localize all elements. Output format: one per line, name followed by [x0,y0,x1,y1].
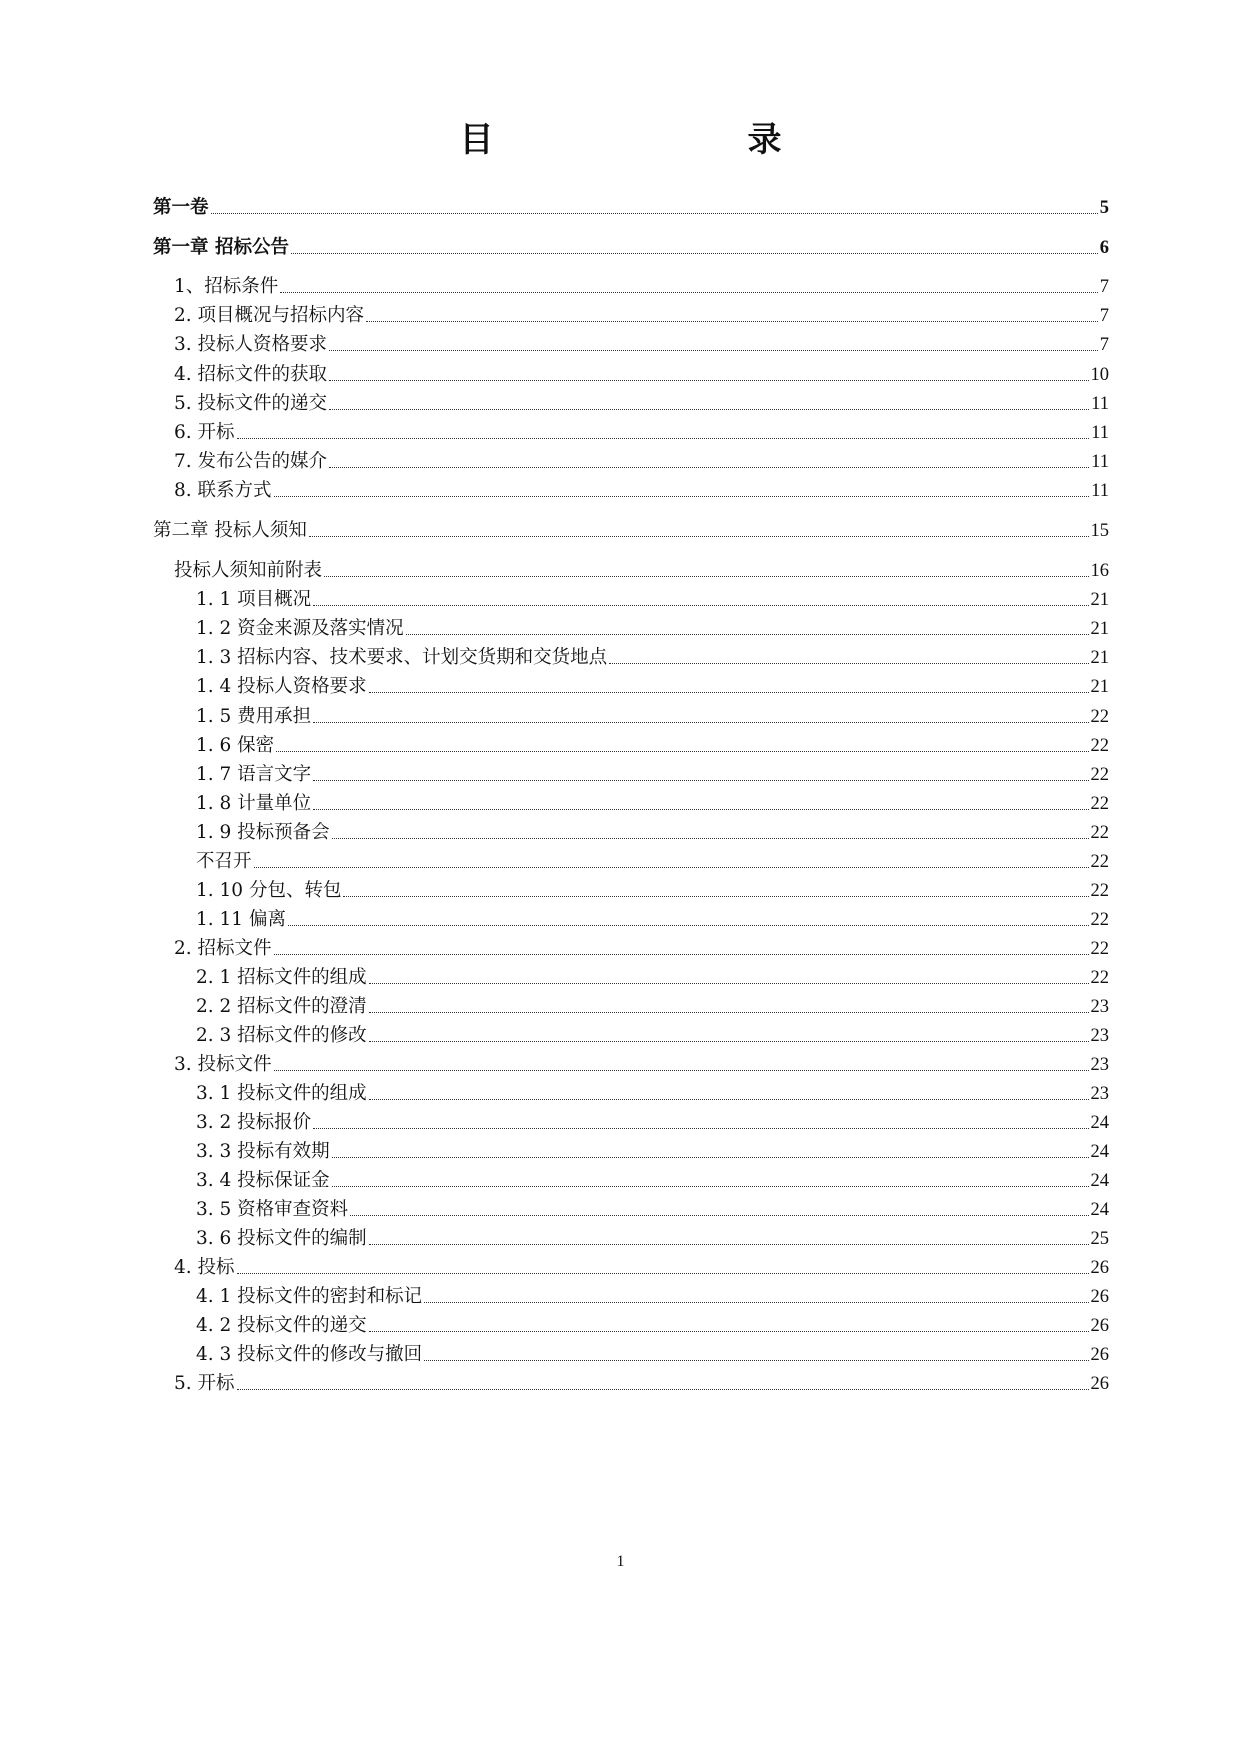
toc-entry-page: 22 [1090,852,1109,872]
toc-entry[interactable] [196,1082,1109,1106]
toc-entry[interactable] [174,363,1109,387]
toc-entry-label: 3. 4 投标保证金 [196,1170,330,1191]
toc-entry[interactable] [153,519,1109,543]
toc-entry[interactable] [196,1024,1109,1048]
toc-entry-page: 22 [1090,939,1109,959]
toc-entry-page: 7 [1099,277,1109,297]
toc-entry-label: 1. 3 招标内容、技术要求、计划交货期和交货地点 [196,647,608,668]
toc-entry-page: 22 [1090,765,1109,785]
toc-dot-leader [350,1215,1088,1216]
toc-entry-label: 3. 1 投标文件的组成 [196,1083,367,1104]
toc-dot-leader [280,292,1097,293]
toc-entry[interactable] [174,1256,1109,1280]
toc-entry-label: 1. 10 分包、转包 [196,880,342,901]
toc-entry-label: 4. 1 投标文件的密封和标记 [196,1286,423,1307]
toc-entry-page: 22 [1090,707,1109,727]
toc-entry-page: 22 [1090,794,1109,814]
toc-entry[interactable] [174,1372,1109,1396]
toc-dot-leader [211,213,1098,214]
toc-entry[interactable] [196,1314,1109,1338]
toc-dot-leader [329,467,1089,468]
toc-dot-leader [288,925,1089,926]
toc-entry-label: 3. 5 资格审查资料 [196,1199,349,1220]
toc-entry-page: 26 [1090,1374,1109,1394]
toc-dot-leader [609,663,1088,664]
toc-entry[interactable] [196,588,1109,612]
toc-dot-leader [329,380,1088,381]
toc-entry-page: 22 [1090,881,1109,901]
toc-entry-page: 21 [1090,648,1109,668]
toc-entry[interactable] [174,450,1109,474]
toc-entry-label: 第二章 投标人须知 [153,520,307,541]
toc-entry[interactable] [196,1140,1109,1164]
toc-entry[interactable] [196,995,1109,1019]
toc-dot-leader [332,1157,1089,1158]
toc-entry[interactable] [174,479,1109,503]
toc-entry-page: 7 [1099,335,1109,355]
toc-entry[interactable] [196,734,1109,758]
toc-entry[interactable] [174,275,1109,299]
toc-dot-leader [237,1389,1089,1390]
toc-entry[interactable] [174,392,1109,416]
toc-entry-label: 1、招标条件 [174,276,279,297]
toc-entry[interactable] [196,646,1109,670]
toc-entry[interactable] [174,304,1109,328]
toc-entry-label: 3. 3 投标有效期 [196,1141,330,1162]
toc-dot-leader [424,1302,1088,1303]
toc-entry-label: 1. 4 投标人资格要求 [196,676,367,697]
page-title: 目 录 [459,120,844,160]
toc-entry-label: 4. 2 投标文件的递交 [196,1315,367,1336]
toc-entry[interactable] [174,421,1109,445]
toc-dot-leader [369,983,1089,984]
toc-entry[interactable] [196,850,1109,874]
toc-entry-page: 26 [1090,1316,1109,1336]
toc-entry-page: 11 [1091,452,1109,472]
toc-entry-label: 1. 8 计量单位 [196,793,312,814]
toc-entry-label: 1. 2 资金来源及落实情况 [196,618,404,639]
toc-dot-leader [329,350,1098,351]
toc-dot-leader [237,438,1090,439]
toc-entry-page: 24 [1090,1200,1109,1220]
toc-dot-leader [324,576,1088,577]
toc-entry-page: 24 [1090,1142,1109,1162]
toc-entry-label: 1. 6 保密 [196,735,275,756]
toc-dot-leader [369,1244,1089,1245]
toc-entry[interactable] [196,966,1109,990]
toc-dot-leader [369,1331,1089,1332]
toc-entry-label: 7. 发布公告的媒介 [174,451,328,472]
toc-entry-label: 6. 开标 [174,422,235,443]
toc-entry[interactable] [196,879,1109,903]
toc-dot-leader [343,896,1088,897]
toc-entry-page: 22 [1090,968,1109,988]
toc-entry-page: 21 [1090,590,1109,610]
toc-dot-leader [424,1360,1088,1361]
toc-entry-page: 26 [1090,1258,1109,1278]
toc-dot-leader [276,751,1088,752]
toc-entry[interactable] [196,1285,1109,1309]
toc-entry-label: 4. 3 投标文件的修改与撤回 [196,1344,423,1365]
toc-entry[interactable] [196,792,1109,816]
toc-entry[interactable] [196,705,1109,729]
toc-entry-label: 2. 1 招标文件的组成 [196,967,367,988]
toc-dot-leader [313,605,1088,606]
toc-entry-label: 2. 3 招标文件的修改 [196,1025,367,1046]
toc-entry-page: 26 [1090,1345,1109,1365]
toc-entry-label: 投标人须知前附表 [174,560,323,581]
toc-dot-leader [309,536,1089,537]
toc-entry-page: 10 [1090,365,1109,385]
toc-entry-page: 16 [1090,561,1109,581]
toc-entry[interactable] [174,559,1109,583]
toc-entry-label: 5. 投标文件的递交 [174,393,328,414]
toc-entry[interactable] [196,821,1109,845]
toc-dot-leader [313,809,1088,810]
toc-entry-label: 2. 项目概况与招标内容 [174,305,365,326]
toc-entry[interactable] [153,236,1109,260]
toc-entry[interactable] [174,1053,1109,1077]
toc-entry[interactable] [174,333,1109,357]
toc-entry-label: 4. 投标 [174,1257,235,1278]
toc-dot-leader [274,1070,1089,1071]
toc-entry-page: 11 [1091,481,1109,501]
toc-entry[interactable] [174,937,1109,961]
toc-dot-leader [406,634,1089,635]
toc-entry[interactable] [196,675,1109,699]
toc-dot-leader [369,1041,1089,1042]
toc-entry-page: 6 [1099,238,1109,258]
toc-entry-label: 不召开 [196,851,252,872]
toc-dot-leader [254,867,1089,868]
toc-entry-page: 11 [1091,423,1109,443]
toc-entry-page: 23 [1090,1026,1109,1046]
toc-entry[interactable] [196,1198,1109,1222]
toc-entry[interactable] [196,763,1109,787]
toc-entry[interactable] [196,617,1109,641]
toc-entry-label: 2. 招标文件 [174,938,272,959]
toc-entry[interactable] [196,1169,1109,1193]
toc-entry[interactable] [153,196,1109,220]
toc-entry-page: 21 [1090,619,1109,639]
toc-entry-page: 7 [1099,306,1109,326]
toc-entry-label: 1. 7 语言文字 [196,764,312,785]
toc-dot-leader [332,838,1089,839]
toc-entry-page: 24 [1090,1113,1109,1133]
toc-dot-leader [369,1012,1089,1013]
toc-entry-page: 11 [1091,394,1109,414]
toc-dot-leader [291,253,1098,254]
toc-dot-leader [366,321,1098,322]
toc-entry-page: 24 [1090,1171,1109,1191]
toc-entry-page: 22 [1090,910,1109,930]
toc-entry-page: 22 [1090,823,1109,843]
toc-entry-page: 21 [1090,677,1109,697]
toc-dot-leader [369,1099,1089,1100]
toc-entry-page: 23 [1090,1055,1109,1075]
toc-entry[interactable] [196,1227,1109,1251]
toc-entry[interactable] [196,1343,1109,1367]
toc-dot-leader [274,496,1090,497]
toc-entry-label: 3. 投标人资格要求 [174,334,328,355]
toc-entry[interactable] [196,908,1109,932]
toc-entry-label: 8. 联系方式 [174,480,272,501]
toc-entry-page: 5 [1099,198,1109,218]
toc-entry-label: 1. 9 投标预备会 [196,822,330,843]
toc-entry-page: 22 [1090,736,1109,756]
toc-entry-label: 3. 2 投标报价 [196,1112,312,1133]
page-number: 1 [616,1553,625,1570]
toc-entry-label: 2. 2 招标文件的澄清 [196,996,367,1017]
toc-dot-leader [369,692,1089,693]
toc-entry-page: 23 [1090,1084,1109,1104]
toc-entry[interactable] [196,1111,1109,1135]
toc-entry-page: 25 [1090,1229,1109,1249]
toc-dot-leader [313,722,1088,723]
toc-entry-label: 4. 招标文件的获取 [174,364,328,385]
toc-entry-label: 3. 投标文件 [174,1054,272,1075]
toc-entry-label: 5. 开标 [174,1373,235,1394]
toc-entry-label: 第一章 招标公告 [153,237,289,258]
toc-entry-label: 1. 11 偏离 [196,909,286,930]
toc-dot-leader [332,1186,1089,1187]
toc-entry-page: 26 [1090,1287,1109,1307]
toc-dot-leader [329,409,1089,410]
toc-entry-page: 15 [1090,521,1109,541]
toc-dot-leader [313,1128,1088,1129]
toc-entry-label: 1. 1 项目概况 [196,589,312,610]
toc-dot-leader [274,954,1089,955]
toc-dot-leader [313,780,1088,781]
toc-dot-leader [237,1273,1089,1274]
toc-entry-page: 23 [1090,997,1109,1017]
toc-entry-label: 第一卷 [153,197,209,218]
toc-entry-label: 3. 6 投标文件的编制 [196,1228,367,1249]
toc-entry-label: 1. 5 费用承担 [196,706,312,727]
